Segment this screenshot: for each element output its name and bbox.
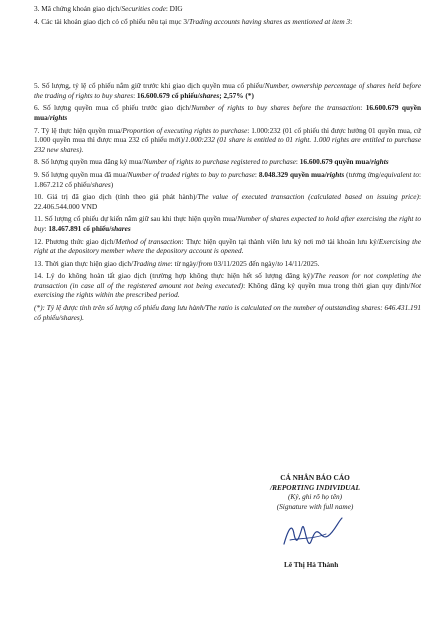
item-exercise-ratio (34, 126, 421, 155)
item-value: 16.600.679 cổ phiếu/ (136, 90, 200, 100)
item-rights-registered (34, 157, 421, 167)
item-text: 6. Số lượng quyền mua cổ phiếu trước giao dịch/ (34, 103, 192, 113)
item-value: 8.048.329 quyền mua/ (258, 169, 327, 179)
item-value: 03/11/2025 đến ngày/ (211, 258, 278, 268)
item-value-en: rights (371, 157, 389, 167)
item-text-en: Number of rights to purchase registered to purchase (143, 157, 296, 167)
reporter-title-en: /REPORTING INDIVIDUAL (270, 482, 360, 492)
footnote-text: (*): Tỷ lệ được tính trên số lượng cổ phiếu đang lưu hành/ (34, 303, 206, 313)
item-value: : DIG (165, 4, 183, 13)
item-shares-after (34, 214, 421, 233)
item-value: : 1.000:232 (01 cổ phiếu thì được hưởng 01 quyền mua, cứ 1.000 quyền mua thì được mua 232 cổ phiếu mới)/ (34, 125, 421, 145)
item-sep: : (133, 90, 137, 100)
item-value: 14/11/2025. (282, 258, 320, 268)
handwritten-signature (278, 512, 348, 554)
item-text: 8. Số lượng quyền mua đăng ký mua/ (34, 157, 144, 167)
item-value: : 22.406.544.000 VND (34, 192, 421, 211)
item-text-en: Number of shares expected to hold after exercising the right to buy (34, 214, 421, 233)
item-text-en: The value of executed transaction (calculated based on issuing price) (197, 192, 419, 202)
item-text: 5. Số lượng, tỷ lệ cổ phiếu nắm giữ trước khi giao dịch quyền mua cổ phiếu/ (34, 81, 265, 91)
item-text: 12. Phương thức giao dịch/ (34, 236, 116, 246)
item-value-en: Not exercising the rights within the prescribed period. (34, 280, 421, 300)
footnote-end: ). (79, 312, 85, 322)
signer-name: Lê Thị Hà Thành (284, 560, 339, 569)
item-text-en: Trading time (133, 258, 171, 268)
item-text-en: Proportion of executing rights to purchase (122, 125, 248, 135)
blank-space (34, 29, 421, 81)
item-rights-traded (34, 170, 421, 189)
footnote-text-en: The ratio is calculated on the number of outstanding shares (205, 303, 381, 313)
footnote (34, 303, 421, 322)
item-value-en: Exercising the right at the depository member where the depository account is opened. (34, 236, 421, 256)
item-text-en: Number of traded rights to buy to purchase (127, 169, 255, 179)
item-value-en: to (277, 258, 283, 268)
item-text: 13. Thời gian thực hiện giao dịch/ (34, 258, 134, 268)
item-rights-before (34, 103, 421, 122)
item-trading-accounts (34, 17, 421, 27)
footnote-value: : 646.431.191 cổ phiếu/ (34, 303, 421, 322)
item-value-en: shares (111, 223, 131, 233)
item-text: 10. Giá trị đã giao dịch (tính theo giá phát hành)/ (34, 192, 198, 202)
item-holdings-before (34, 81, 421, 100)
footnote-value-en: shares (60, 312, 80, 322)
item-note: ) (110, 179, 114, 189)
signature-instruction: (Ký, ghi rõ họ tên) (287, 492, 343, 501)
item-securities-code (34, 4, 421, 14)
item-sep: : (295, 157, 300, 167)
item-value-en: rights (49, 112, 68, 122)
item-value: 16.600.679 quyền mua/ (299, 157, 372, 167)
item-value-en: rights (326, 169, 345, 179)
signature-block (235, 473, 395, 511)
item-sep: : (254, 169, 259, 179)
item-text: 9. Số lượng quyền mua đã mua/ (34, 169, 128, 179)
item-note-en: shares (91, 179, 111, 189)
item-transaction-value (34, 192, 421, 211)
item-value: : từ ngày/ (170, 258, 199, 268)
item-note-en: equivalent to (380, 169, 419, 179)
item-value: : Thực hiện quyền tại thành viên lưu ký nơi mở tài khoản lưu ký/ (181, 236, 379, 246)
signature-instruction-en: (Signature with full name) (276, 501, 354, 511)
item-text-en: Securities code (121, 4, 166, 13)
item-text: 3. Mã chứng khoán giao dịch/ (34, 4, 122, 13)
item-text-en: Trading accounts having shares as mentioned at item 3 (189, 16, 351, 26)
item-value: 16.600.679 quyền mua/ (34, 103, 421, 122)
item-text-en: The reason for not completing the transaction (in case all of the registered amount not being executed) (34, 271, 421, 290)
item-text: 7. Tỷ lệ thực hiện quyền mua/ (34, 125, 123, 135)
item-value: : Không đăng ký quyền mua trong thời gian quy định/ (243, 280, 411, 290)
item-text-en: Number, ownership percentage of shares held before the trading of rights to buy shares (34, 81, 421, 100)
item-text: 4. Các tài khoản giao dịch có cổ phiếu nêu tại mục 3/ (34, 16, 190, 26)
item-value: : (350, 16, 353, 26)
item-value-en: from (198, 258, 212, 268)
reporter-title: CÁ NHÂN BÁO CÁO (280, 473, 350, 482)
item-value: 18.467.891 cổ phiếu/ (48, 223, 112, 233)
item-note: (tương ứng/ (344, 169, 381, 179)
item-sep: : (44, 223, 49, 233)
item-value-en: 1.000:232 (01 share is entitled to 01 right. 1.000 rights are entitled to purchase 232 new shares). (34, 135, 421, 154)
item-trading-time (34, 259, 421, 269)
item-note: : 1.867.212 cổ phiếu/ (34, 169, 421, 189)
item-method (34, 237, 421, 256)
item-text-en: Method of transaction (115, 236, 182, 246)
item-reason (34, 271, 421, 300)
item-percent: ; 2,57% (*) (219, 90, 254, 100)
item-text: 14. Lý do không hoàn tất giao dịch (trường hợp không thực hiện hết số lượng đăng ký)/ (34, 271, 315, 281)
item-sep: : (360, 103, 366, 113)
item-text: 11. Số lượng cổ phiếu dự kiến nắm giữ sau khi thực hiện quyền mua/ (34, 214, 238, 224)
item-text-en: Number of rights to buy shares before the transaction (191, 103, 361, 113)
item-value-en: shares (199, 90, 220, 100)
